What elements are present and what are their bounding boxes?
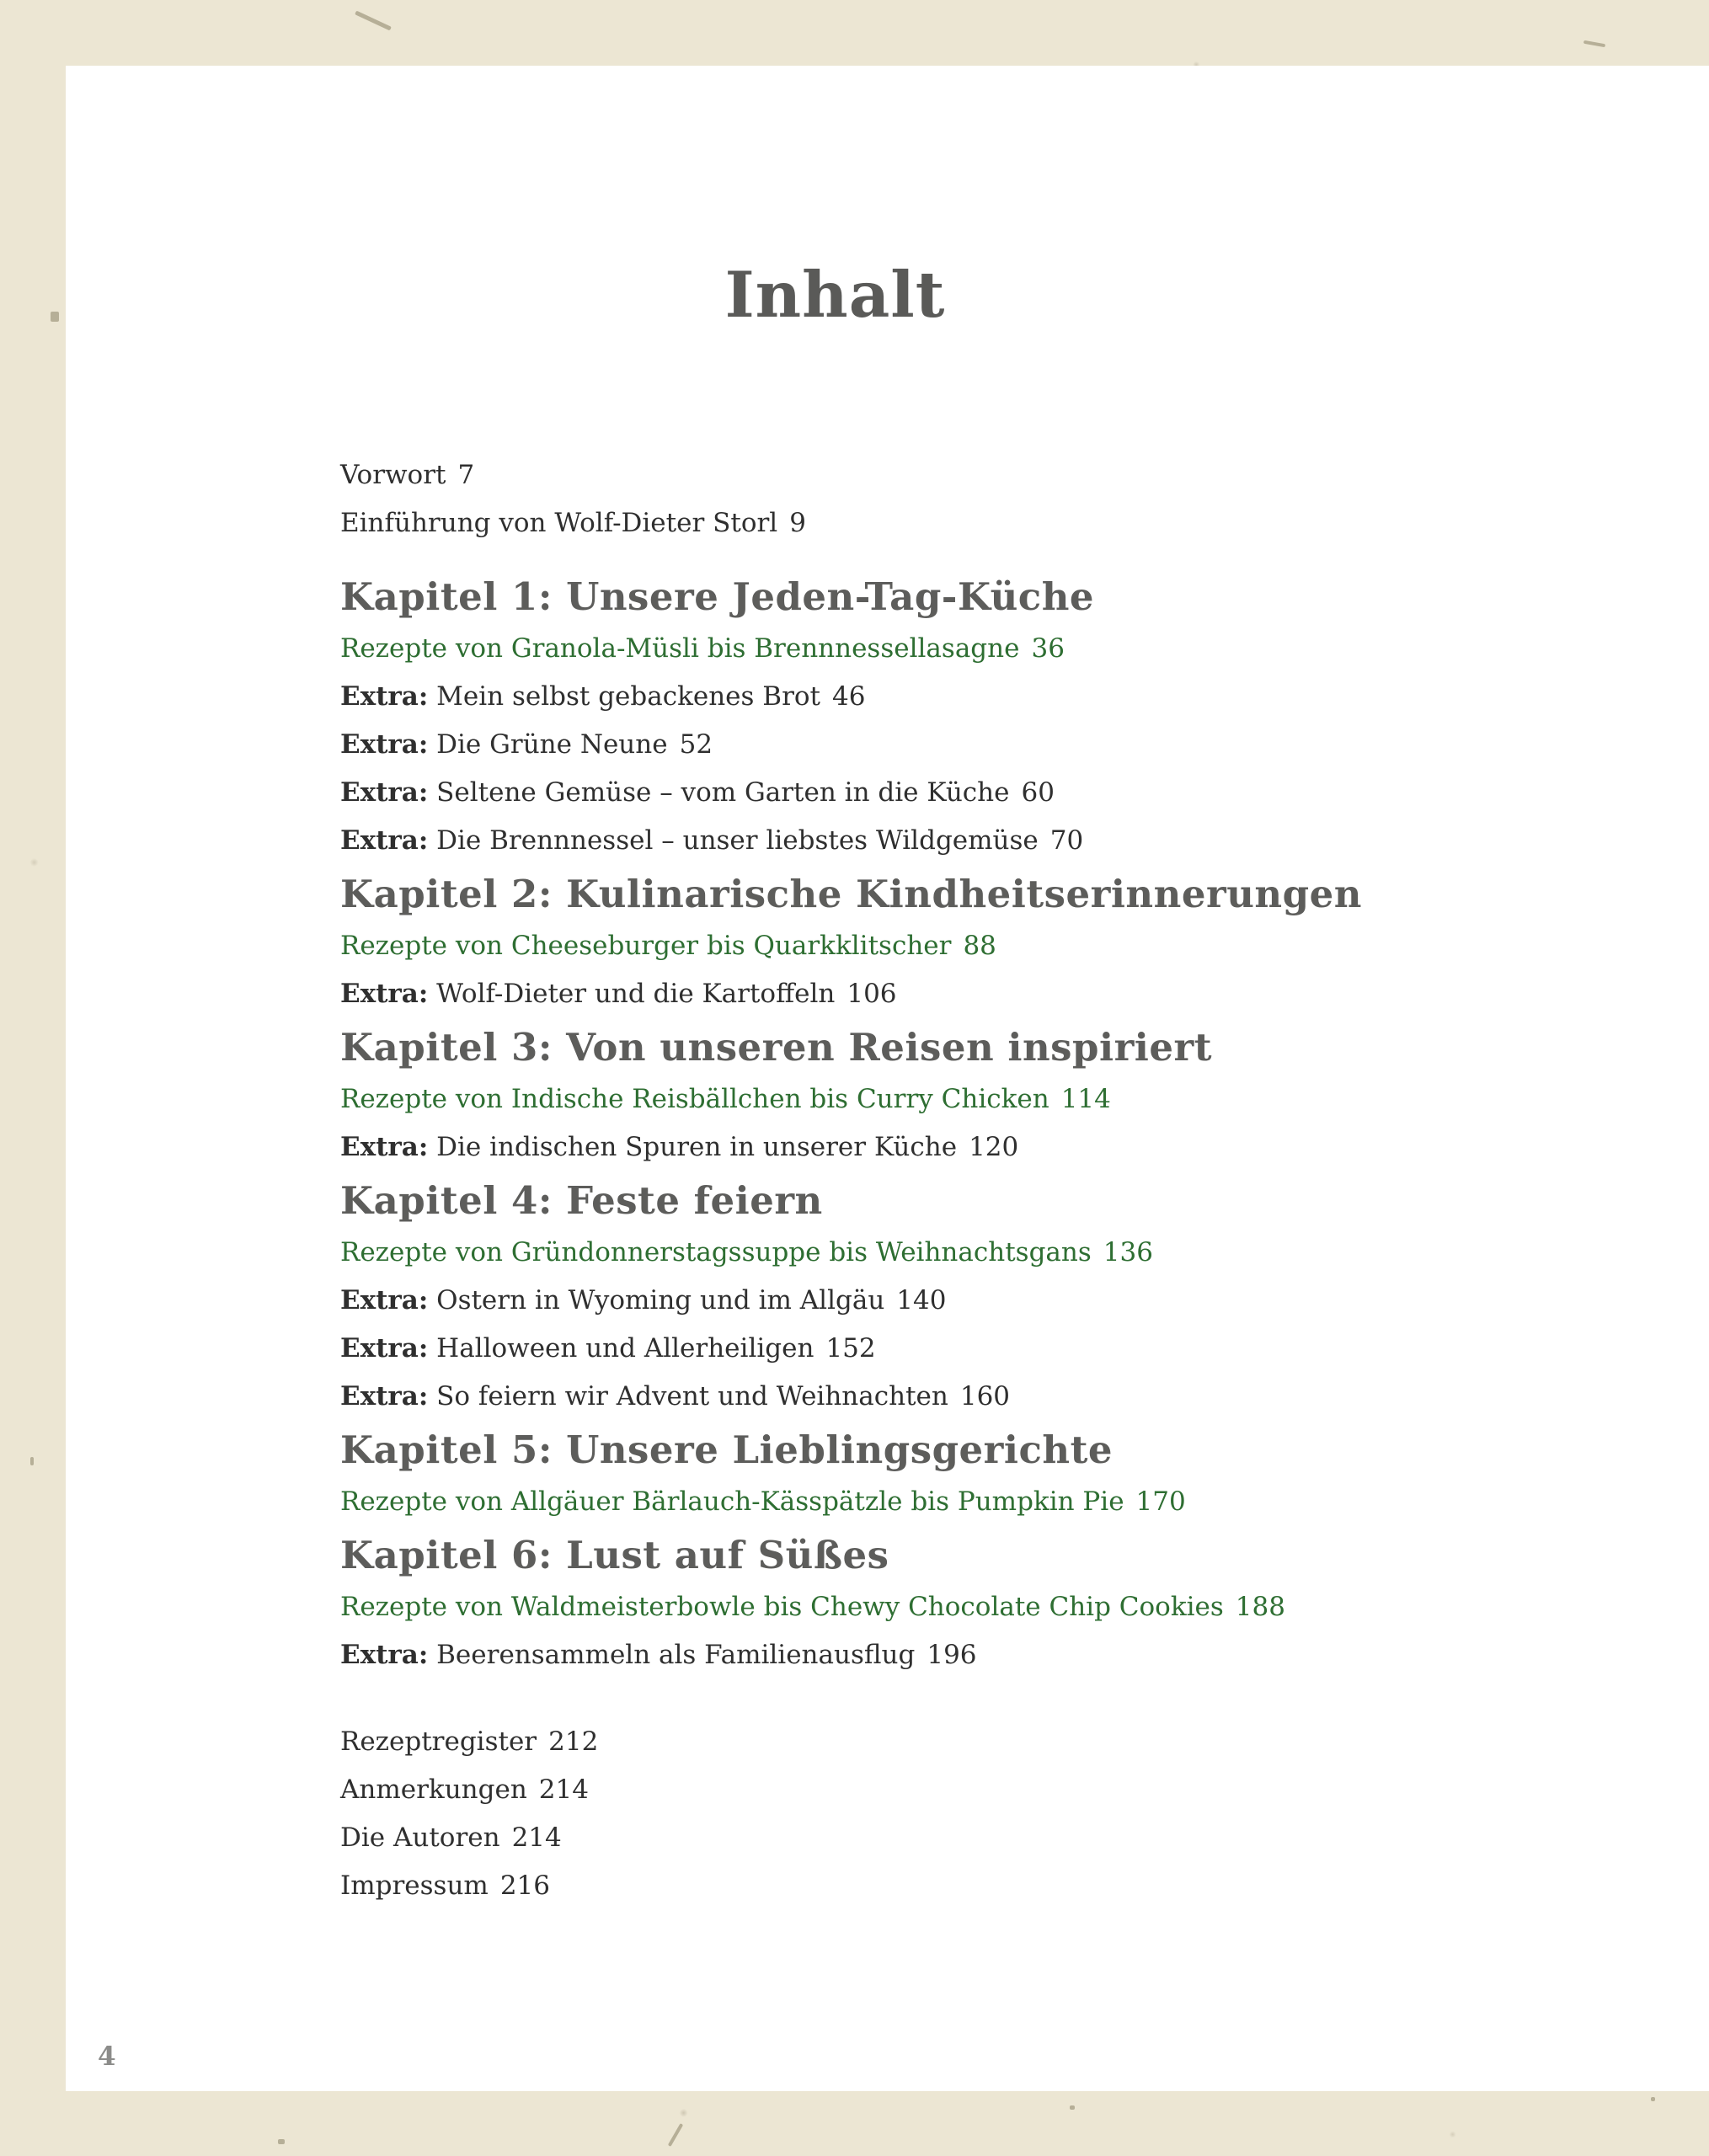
page-title: Inhalt — [724, 258, 946, 332]
chapter-recipes-entry[interactable] — [340, 1075, 1604, 1123]
extra-prefix: Extra: — [340, 777, 429, 808]
table-of-contents — [340, 451, 1604, 1910]
paper-fleck — [668, 2123, 683, 2147]
toc-entry-page: 106 — [846, 979, 897, 1009]
toc-entry-label: Einführung von Wolf-Dieter Storl — [340, 508, 778, 538]
toc-entry-label: Rezepte von Indische Reisbällchen bis Curry Chicken — [340, 1084, 1049, 1114]
toc-entry-label: Mein selbst gebackenes Brot — [436, 681, 821, 712]
toc-entry-label: Die Autoren — [340, 1822, 500, 1853]
paper-fleck — [30, 1457, 34, 1465]
toc-entry[interactable] — [340, 1718, 1604, 1766]
chapter-heading[interactable]: Kapitel 5: Unsere Lieblingsgerichte — [340, 1428, 1113, 1472]
toc-entry-page: 212 — [548, 1726, 599, 1757]
extra-prefix: Extra: — [340, 1381, 429, 1412]
toc-entry-label: Wolf-Dieter und die Kartoffeln — [436, 979, 836, 1009]
chapter-recipes-entry[interactable] — [340, 1229, 1604, 1277]
paper-fleck — [1651, 2097, 1655, 2101]
toc-entry-page: 88 — [963, 931, 996, 961]
extra-prefix: Extra: — [340, 729, 429, 760]
toc-entry-label: Rezepte von Cheeseburger bis Quarkklitscher — [340, 931, 952, 961]
chapter-4 — [340, 1173, 1604, 1421]
toc-entry-label: Impressum — [340, 1870, 489, 1901]
extra-prefix: Extra: — [340, 979, 429, 1009]
paper-fleck — [51, 312, 59, 322]
toc-entry-label: Die indischen Spuren in unserer Küche — [436, 1132, 958, 1162]
extra-entry[interactable] — [340, 769, 1604, 817]
front-matter — [340, 451, 1604, 547]
toc-entry-label: Rezepte von Gründonnerstagssuppe bis Weihnachtsgans — [340, 1237, 1092, 1267]
chapter-2 — [340, 867, 1604, 1018]
chapter-recipes-entry[interactable] — [340, 1583, 1604, 1631]
extra-entry[interactable] — [340, 970, 1604, 1018]
toc-entry-label: Beerensammeln als Familienausflug — [436, 1640, 916, 1670]
extra-entry[interactable] — [340, 673, 1604, 721]
chapter-1 — [340, 569, 1604, 865]
chapter-recipes-entry[interactable] — [340, 1478, 1604, 1526]
toc-entry-page: 36 — [1031, 633, 1065, 664]
toc-entry-page: 136 — [1103, 1237, 1153, 1267]
chapter-heading[interactable]: Kapitel 2: Kulinarische Kindheitserinnerungen — [340, 872, 1362, 916]
toc-entry-page: 170 — [1135, 1486, 1186, 1517]
chapter-6 — [340, 1528, 1604, 1679]
toc-entry-page: 9 — [789, 508, 806, 538]
toc-entry-page: 188 — [1235, 1592, 1285, 1622]
extra-prefix: Extra: — [340, 1333, 429, 1364]
extra-entry[interactable] — [340, 1373, 1604, 1421]
toc-entry-label: Vorwort — [340, 460, 446, 490]
toc-entry-page: 140 — [896, 1285, 947, 1315]
toc-entry-label: Rezepte von Allgäuer Bärlauch-Kässpätzle bis Pumpkin Pie — [340, 1486, 1124, 1517]
chapter-heading[interactable]: Kapitel 3: Von unseren Reisen inspiriert — [340, 1025, 1213, 1070]
chapter-5 — [340, 1422, 1604, 1526]
toc-entry-label: Rezeptregister — [340, 1726, 537, 1757]
toc-entry-page: 216 — [499, 1870, 550, 1901]
chapter-heading[interactable]: Kapitel 1: Unsere Jeden-Tag-Küche — [340, 574, 1095, 619]
page-sheet — [66, 66, 1709, 2091]
toc-entry[interactable] — [340, 1862, 1604, 1910]
toc-entry-label: Die Grüne Neune — [436, 729, 668, 760]
paper-fleck — [1583, 40, 1605, 47]
toc-entry-page: 120 — [969, 1132, 1019, 1162]
toc-entry-page: 196 — [927, 1640, 977, 1670]
extra-entry[interactable] — [340, 1277, 1604, 1325]
toc-entry-label: Halloween und Allerheiligen — [436, 1333, 814, 1364]
extra-prefix: Extra: — [340, 825, 429, 856]
extra-prefix: Extra: — [340, 681, 429, 712]
chapter-recipes-entry[interactable] — [340, 922, 1604, 970]
chapter-3 — [340, 1020, 1604, 1171]
extra-entry[interactable] — [340, 817, 1604, 865]
extra-prefix: Extra: — [340, 1132, 429, 1162]
toc-entry-page: 214 — [511, 1822, 562, 1853]
toc-entry-page: 46 — [832, 681, 866, 712]
toc-entry-label: Ostern in Wyoming und im Allgäu — [436, 1285, 885, 1315]
toc-entry-page: 70 — [1049, 825, 1084, 856]
toc-entry-page: 52 — [679, 729, 713, 760]
page-number: 4 — [98, 2041, 116, 2072]
back-matter — [340, 1718, 1604, 1910]
toc-entry-label: So feiern wir Advent und Weihnachten — [436, 1381, 948, 1412]
toc-entry-label: Anmerkungen — [340, 1774, 527, 1805]
toc-entry-label: Die Brennnessel – unser liebstes Wildgemüse — [436, 825, 1039, 856]
toc-entry[interactable] — [340, 1766, 1604, 1814]
paper-fleck — [355, 11, 392, 31]
toc-entry-page: 60 — [1021, 777, 1055, 808]
paper-fleck — [278, 2139, 285, 2144]
toc-entry-page: 114 — [1060, 1084, 1111, 1114]
extra-prefix: Extra: — [340, 1640, 429, 1670]
chapter-recipes-entry[interactable] — [340, 625, 1604, 673]
toc-entry-page: 160 — [959, 1381, 1011, 1412]
paper-fleck — [1070, 2105, 1075, 2110]
extra-entry[interactable] — [340, 721, 1604, 769]
toc-entry-page: 214 — [538, 1774, 589, 1805]
toc-entry-label: Seltene Gemüse – vom Garten in die Küche — [436, 777, 1010, 808]
extra-prefix: Extra: — [340, 1285, 429, 1315]
toc-entry[interactable] — [340, 499, 1604, 547]
toc-entry-label: Rezepte von Waldmeisterbowle bis Chewy Chocolate Chip Cookies — [340, 1592, 1224, 1622]
toc-entry-page: 7 — [457, 460, 475, 490]
chapter-heading[interactable]: Kapitel 6: Lust auf Süßes — [340, 1533, 889, 1577]
toc-entry[interactable] — [340, 451, 1604, 499]
toc-entry-page: 152 — [825, 1333, 876, 1364]
chapter-heading[interactable]: Kapitel 4: Feste feiern — [340, 1178, 823, 1223]
toc-entry-label: Rezepte von Granola-Müsli bis Brennnessellasagne — [340, 633, 1020, 664]
extra-entry[interactable] — [340, 1325, 1604, 1373]
extra-entry[interactable] — [340, 1123, 1604, 1171]
extra-entry[interactable] — [340, 1631, 1604, 1679]
toc-entry[interactable] — [340, 1814, 1604, 1862]
